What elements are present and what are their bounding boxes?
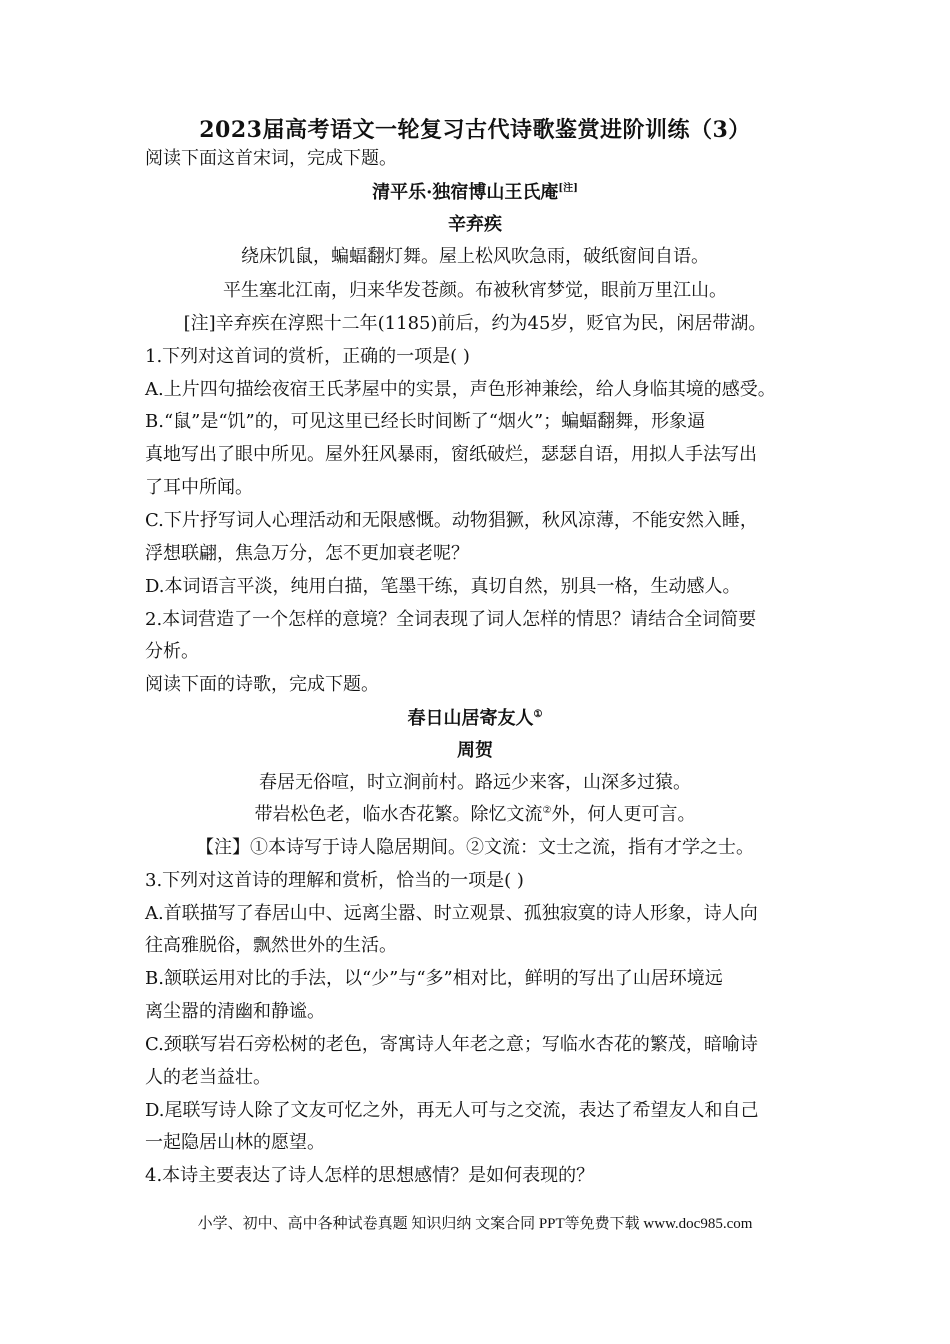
poem2-title-note: ① (533, 709, 543, 720)
q3-option-a-line1: A.首联描写了春居山中、远离尘嚣、时立观景、孤独寂寞的诗人形象，诗人向 (145, 903, 758, 924)
q3-option-b-line2: 离尘嚣的清幽和静谧。 (145, 1001, 325, 1022)
q3-option-a-line2: 往高雅脱俗，飘然世外的生活。 (145, 935, 397, 956)
poem2-line-2 (0, 800, 950, 826)
poem1-title-note: [注] (558, 183, 578, 194)
poem1-author: 辛弃疾 (448, 214, 502, 235)
q1-option-c-line2: 浮想联翩，焦急万分，怎不更加衰老呢？ (145, 543, 469, 564)
q3-option-b-line1: B.颔联运用对比的手法，以“少”与“多”相对比，鲜明的写出了山居环境远 (145, 968, 723, 989)
q3-stem: 3.下列对这首诗的理解和赏析，恰当的一项是( ) (145, 870, 524, 891)
poem2-line-2b: 外，何人更可言。 (551, 804, 696, 825)
section1-intro: 阅读下面这首宋词，完成下题。 (145, 148, 397, 169)
q3-option-c-line1: C.颈联写岩石旁松树的老色，寄寓诗人年老之意；写临水杏花的繁茂，暗喻诗 (145, 1034, 758, 1055)
poem2-line-2a: 带岩松色老，临水杏花繁。除忆文流 (254, 804, 543, 825)
poem1-line-1: 绕床饥鼠，蝙蝠翻灯舞。屋上松风吹急雨，破纸窗间自语。 (241, 246, 709, 267)
q1-option-d: D.本词语言平淡，纯用白描，笔墨干练，真切自然，别具一格，生动感人。 (145, 576, 741, 597)
q1-option-b-line1: B.“鼠”是“饥”的，可见这里已经长时间断了“烟火”；蝙蝠翻舞，形象逼 (145, 411, 706, 432)
poem1-line-2: 平生塞北江南，归来华发苍颜。布被秋宵梦觉，眼前万里江山。 (223, 280, 727, 301)
q4-stem: 4.本诗主要表达了诗人怎样的思想感情？是如何表现的？ (145, 1165, 595, 1186)
page-title: 2023届高考语文一轮复习古代诗歌鉴赏进阶训练（3） (199, 117, 751, 143)
poem2-line-1: 春居无俗喧，时立涧前村。路远少来客，山深多过猿。 (259, 772, 691, 793)
q3-option-d-line1: D.尾联写诗人除了文友可忆之外，再无人可与之交流，表达了希望友人和自己 (145, 1100, 759, 1121)
q1-option-b-line2: 真地写出了眼中所见。屋外狂风暴雨，窗纸破烂，瑟瑟自语，用拟人手法写出 (145, 444, 757, 465)
q1-option-c-line1: C.下片抒写词人心理活动和无限感慨。动物猖獗，秋风凉薄，不能安然入睡， (145, 510, 758, 531)
poem2-title-text: 春日山居寄友人 (407, 708, 534, 729)
poem1-note: [注]辛弃疾在淳熙十二年(1185)前后，约为45岁，贬官为民，闲居带湖。 (183, 313, 767, 334)
q1-stem: 1.下列对这首词的赏析，正确的一项是( ) (145, 346, 470, 367)
q3-option-c-line2: 人的老当益壮。 (145, 1067, 271, 1088)
q2-line1: 2.本词营造了一个怎样的意境？全词表现了词人怎样的情思？请结合全词简要 (145, 609, 757, 630)
poem2-title (0, 704, 950, 730)
poem1-title-text: 清平乐·独宿博山王氏庵 (372, 182, 559, 203)
poem1-title (0, 178, 950, 204)
page-footer: 小学、初中、高中各种试卷真题 知识归纳 文案合同 PPT等免费下载 www.doc985.com (197, 1216, 753, 1232)
q1-option-b-line3: 了耳中所闻。 (145, 477, 253, 498)
poem2-author: 周贺 (457, 740, 493, 761)
poem2-note: 【注】①本诗写于诗人隐居期间。②文流：文士之流，指有才学之士。 (196, 837, 754, 858)
poem2-line-2-note: ② (542, 805, 552, 816)
q3-option-d-line2: 一起隐居山林的愿望。 (145, 1132, 325, 1153)
q1-option-a: A.上片四句描绘夜宿王氏茅屋中的实景，声色形神兼绘，给人身临其境的感受。 (145, 379, 776, 400)
q2-line2: 分析。 (145, 641, 199, 662)
section2-intro: 阅读下面的诗歌，完成下题。 (145, 674, 379, 695)
